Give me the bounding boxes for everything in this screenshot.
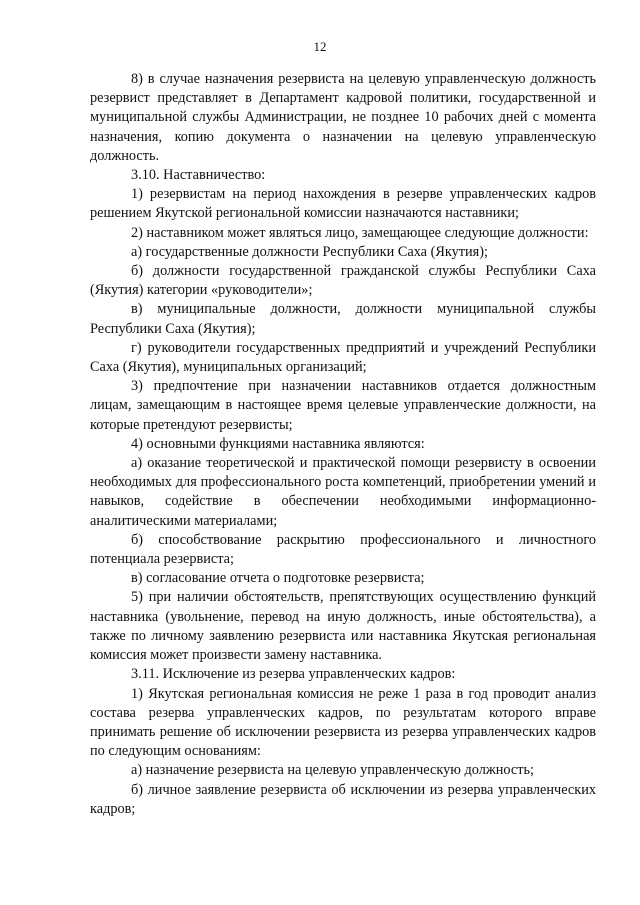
paragraph-8-appointment: 8) в случае назначения резервиста на целевую управленческую должность резервист представляет в Департамент кадровой политики, государственной и муниципальной службы Администрации, не позднее 10 рабочих дней с момента назначения, копию документа о назначении на целевую управленческую должность.	[90, 71, 596, 164]
function-item-v: в) согласование отчета о подготовке резервиста;	[131, 570, 425, 587]
paragraph-mentors-assigned: 1) резервистам на период нахождения в резерве управленческих кадров решением Якутской региональной комиссии назначаются наставники;	[90, 186, 596, 222]
paragraph-mentor-functions: 4) основными функциями наставника являются:	[131, 435, 425, 452]
paragraph-mentor-positions: 2) наставником может являться лицо, замещающее следующие должности:	[131, 224, 589, 241]
exclusion-item-a: а) назначение резервиста на целевую управленческую должность;	[131, 762, 534, 779]
paragraph-mentor-replacement: 5) при наличии обстоятельств, препятствующих осуществлению функций наставника (увольнение, перевод на иную должность, иные обстоятельства), а также по личному заявлению резервиста или наставника Якутская региональная комиссия может произвести замену наставника.	[90, 589, 596, 664]
list-item-g: г) руководители государственных предприятий и учреждений Республики Саха (Якутия), муниципальных организаций;	[90, 339, 596, 376]
function-item-b: б) способствование раскрытию профессионального и личностного потенциала резервиста;	[90, 531, 596, 568]
list-item-a: а) государственные должности Республики Саха (Якутия);	[131, 243, 488, 260]
list-item-b: б) должности государственной гражданской службы Республики Саха (Якутия) категории «руководители»;	[90, 263, 596, 299]
paragraph-mentor-preference: 3) предпочтение при назначении наставников отдается должностным лицам, замещающим в настоящее время целевые управленческие должности, на которые претендуют резервисты;	[90, 378, 596, 433]
paragraph-reserve-analysis: 1) Якутская региональная комиссия не реже 1 раза в год проводит анализ состава резерва управленческих кадров, по результатам которого вправе принимать решение об исключении резервиста из резерва управленческих кадров по следующим основаниям:	[90, 685, 596, 760]
section-heading-3-11: 3.11. Исключение из резерва управленческих кадров:	[131, 666, 456, 683]
document-body	[90, 70, 596, 819]
function-item-a: а) оказание теоретической и практической помощи резервисту в освоении необходимых для профессионального роста компетенций, приобретении умений и навыков, содействие в обеспечении необходимыми информационно-аналитическими материалами;	[90, 455, 596, 529]
page-number: 12	[313, 39, 327, 54]
exclusion-item-b: б) личное заявление резервиста об исключении из резерва управленческих кадров;	[90, 781, 596, 817]
list-item-v: в) муниципальные должности, должности муниципальной службы Республики Саха (Якутия);	[90, 301, 596, 337]
section-heading-3-10: 3.10. Наставничество:	[131, 167, 266, 184]
